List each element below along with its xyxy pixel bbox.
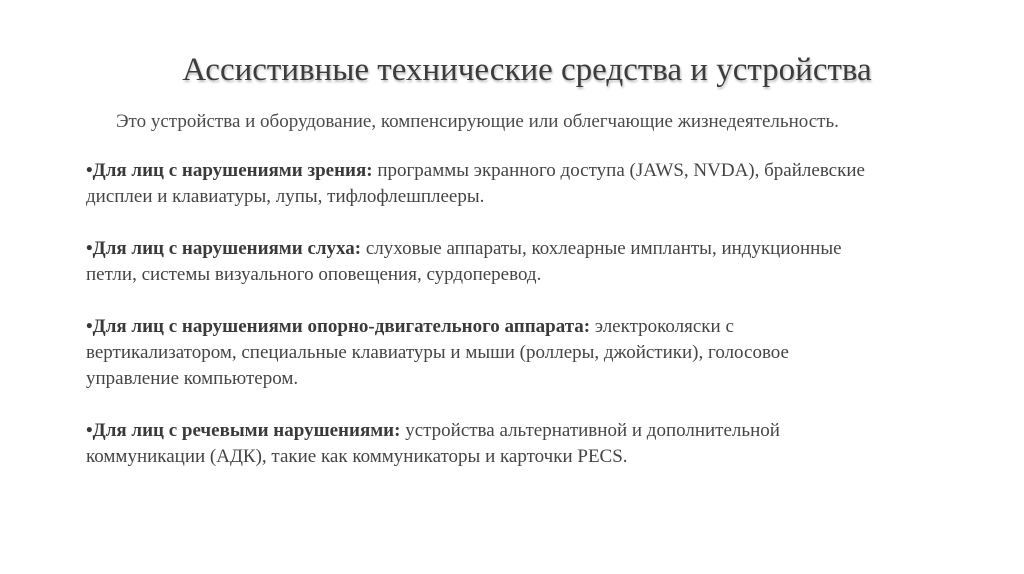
bullet-lead: •Для лиц с нарушениями опорно-двигательного аппарата: [86,316,591,337]
bullet-lead: •Для лиц с нарушениями зрения: [86,160,373,181]
bullet-text: слуховые аппараты, кохлеарные импланты, индукционные петли, системы визуального оповещения, сурдоперевод. [86,238,842,285]
bullet-item-mobility [86,314,886,392]
bullet-lead: •Для лиц с речевыми нарушениями: [86,420,401,441]
bullet-text: электроколяски с вертикализатором, специальные клавиатуры и мыши (роллеры, джойстики), голосовое управление компьютером. [86,316,789,389]
bullet-item-hearing [86,236,886,288]
bullet-text: программы экранного доступа (JAWS, NVDA), брайлевские дисплеи и клавиатуры, лупы, тифлофлешплееры. [86,160,865,207]
bullet-item-vision [86,158,886,210]
bullet-text: устройства альтернативной и дополнительной коммуникации (АДК), такие как коммуникаторы и карточки PECS. [86,420,780,467]
intro-text: Это устройства и оборудование, компенсирующие или облегчающие жизнедеятельность. [116,111,839,132]
slide-title: Ассистивные технические средства и устройства [182,52,872,88]
bullet-lead: •Для лиц с нарушениями слуха: [86,238,362,259]
bullet-item-speech [86,418,886,470]
